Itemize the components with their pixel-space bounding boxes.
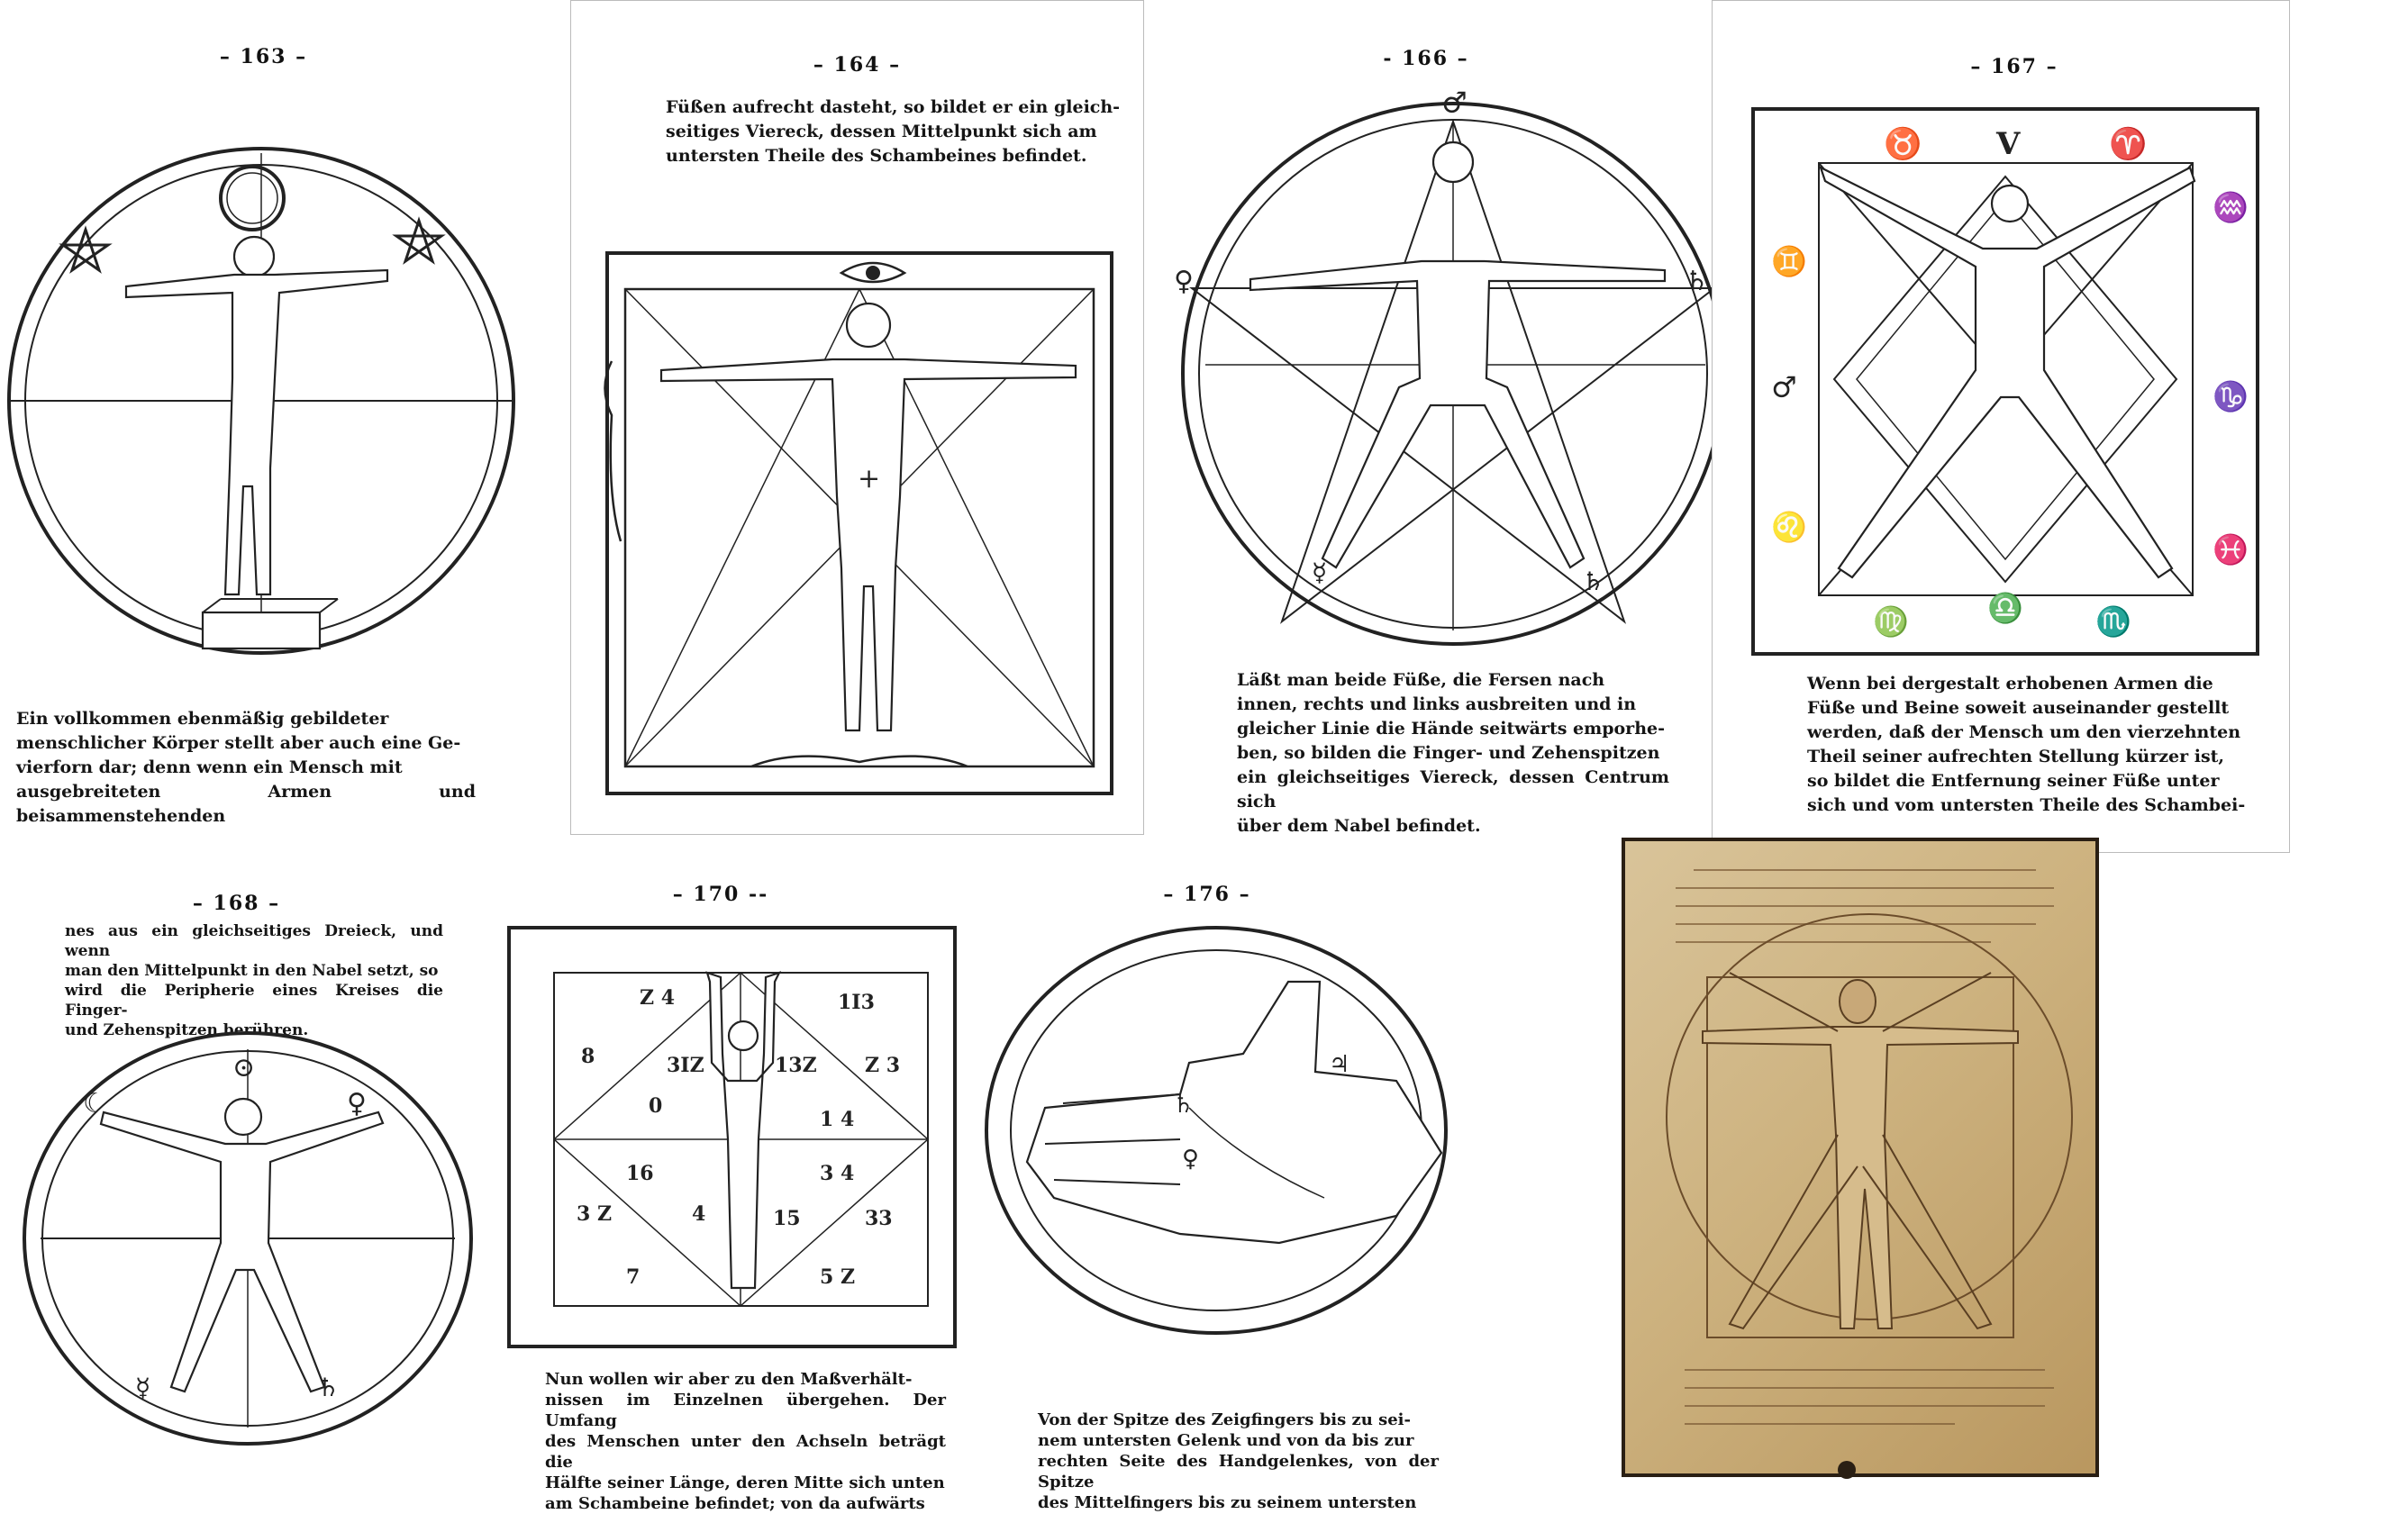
page-164-panel xyxy=(570,0,1144,835)
page-number: – 167 – xyxy=(1970,55,2058,78)
svg-text:♂: ♂ xyxy=(1441,86,1468,120)
svg-text:Z 4: Z 4 xyxy=(640,986,676,1010)
svg-text:Z 3: Z 3 xyxy=(865,1054,901,1077)
svg-text:♒: ♒ xyxy=(2213,190,2249,224)
page-number: – 168 – xyxy=(192,892,281,915)
svg-text:⊙: ⊙ xyxy=(232,1052,256,1083)
page-number: – 170 -- xyxy=(672,883,769,906)
palm-hand-figure xyxy=(973,928,1459,1396)
svg-text:♉: ♉ xyxy=(1884,126,1922,162)
svg-text:♄: ♄ xyxy=(1173,1092,1195,1119)
svg-text:♌: ♌ xyxy=(1771,510,1807,544)
page-text: Läßt man beide Füße, die Fersen nach innen, rechts und links ausbreiten und in gleicher Linie die Hände seitwärts emporhe- ben, so bilden die Finger- und Zehenspitzen ein gleichseitiges Viereck, dessen Centrum sich über dem Nabel befindet. xyxy=(1237,670,1669,836)
page-166-panel xyxy=(1151,0,1709,836)
page-167-panel xyxy=(1712,0,2290,853)
page-text: Füßen aufrecht dasteht, so bildet er ein gleich- seitiges Viereck, dessen Mittelpunkt sich am untersten Theile des Schambeines befindet. xyxy=(666,97,1121,166)
svg-text:♀: ♀ xyxy=(347,1088,367,1120)
svg-text:33: 33 xyxy=(865,1207,893,1230)
vitruvian-figure xyxy=(1622,838,2099,1477)
page-number: - 166 – xyxy=(1383,47,1469,70)
svg-text:+: + xyxy=(858,463,881,494)
svg-text:♈: ♈ xyxy=(2109,126,2148,162)
svg-text:☾: ☾ xyxy=(83,1088,107,1120)
svg-text:♃: ♃ xyxy=(1329,1051,1350,1078)
page-text: Nun wollen wir aber zu den Maßverhält- nissen im Einzelnen übergehen. Der Umfang des Menschen unter den Achseln beträgt die Hälfte seiner Länge, deren Mitte sich unten am Schambeine befindet; von da aufwärts xyxy=(545,1370,946,1513)
svg-text:15: 15 xyxy=(773,1207,801,1230)
svg-text:4: 4 xyxy=(692,1202,706,1226)
svg-text:☿: ☿ xyxy=(1312,558,1328,587)
svg-text:♀: ♀ xyxy=(1182,1146,1200,1173)
svg-text:☿: ☿ xyxy=(135,1373,151,1402)
svg-text:♓: ♓ xyxy=(2213,532,2249,567)
square-man-figure xyxy=(571,244,1143,802)
page-170-panel xyxy=(486,842,973,1513)
circle-man-figure xyxy=(0,1027,482,1477)
page-168-panel xyxy=(0,842,482,1483)
svg-text:♀: ♀ xyxy=(1174,266,1194,297)
svg-text:8: 8 xyxy=(581,1045,595,1068)
svg-text:♍: ♍ xyxy=(1873,604,1909,639)
svg-text:5 Z: 5 Z xyxy=(820,1265,856,1289)
page-number: – 164 – xyxy=(813,53,902,77)
page-text: nes aus ein gleichseitiges Dreieck, und wenn man den Mittelpunkt in den Nabel setzt, so wird die Peripherie eines Kreises die Finger- und Zehenspitzen berühren. xyxy=(65,922,443,1039)
page-176-panel xyxy=(973,842,1459,1512)
vitruvian-man-drawing xyxy=(1622,838,2099,1477)
page-text: Ein vollkommen ebenmäßig gebildeter menschlicher Körper stellt aber auch eine Ge- vierforn dar; denn wenn ein Mensch mit ausgebreiteten Armen und beisammenstehenden xyxy=(16,709,476,826)
svg-text:♄: ♄ xyxy=(1685,266,1709,297)
svg-text:V: V xyxy=(1996,126,2021,162)
svg-text:♎: ♎ xyxy=(1987,591,2023,625)
page-text: Von der Spitze des Zeigfingers bis zu sei- nem untersten Gelenk und von da bis zur rechten Seite des Handgelenkes, von der Spitze des Mittelfingers bis zu seinem untersten xyxy=(1038,1410,1439,1512)
svg-text:♂: ♂ xyxy=(1771,370,1797,404)
svg-text:3 Z: 3 Z xyxy=(577,1202,613,1226)
svg-text:16: 16 xyxy=(626,1162,654,1185)
page-number: – 176 – xyxy=(1163,883,1251,906)
page-text: Wenn bei dergestalt erhobenen Armen die Füße und Beine soweit auseinander gestellt werden, daß der Mensch um den vierzehnten Theil seiner aufrechten Stellung kürzer ist, so bildet die Entfernung seiner Füße unter sich und vom untersten Theile des Schambei- xyxy=(1807,674,2246,815)
svg-text:3ΙZ: 3ΙZ xyxy=(667,1054,704,1077)
svg-text:♄: ♄ xyxy=(317,1373,341,1402)
pentagram-circle-figure xyxy=(1151,81,1709,694)
svg-text:3 4: 3 4 xyxy=(820,1162,855,1185)
svg-text:♏: ♏ xyxy=(2095,604,2131,639)
pentagram-man-figure xyxy=(0,0,563,703)
zodiac-square-figure xyxy=(1713,100,2289,676)
page-number: – 163 – xyxy=(219,45,308,68)
svg-text:♊: ♊ xyxy=(1771,244,1807,278)
svg-text:♄: ♄ xyxy=(1582,567,1605,596)
svg-text:♑: ♑ xyxy=(2213,379,2249,413)
svg-text:1Ι3: 1Ι3 xyxy=(838,991,875,1014)
number-grid-figure xyxy=(486,928,973,1378)
svg-text:1 4: 1 4 xyxy=(820,1108,855,1131)
page-163-panel xyxy=(0,0,563,833)
svg-text:7: 7 xyxy=(626,1265,641,1289)
svg-text:13Z: 13Z xyxy=(775,1054,817,1077)
svg-text:0: 0 xyxy=(649,1094,663,1118)
